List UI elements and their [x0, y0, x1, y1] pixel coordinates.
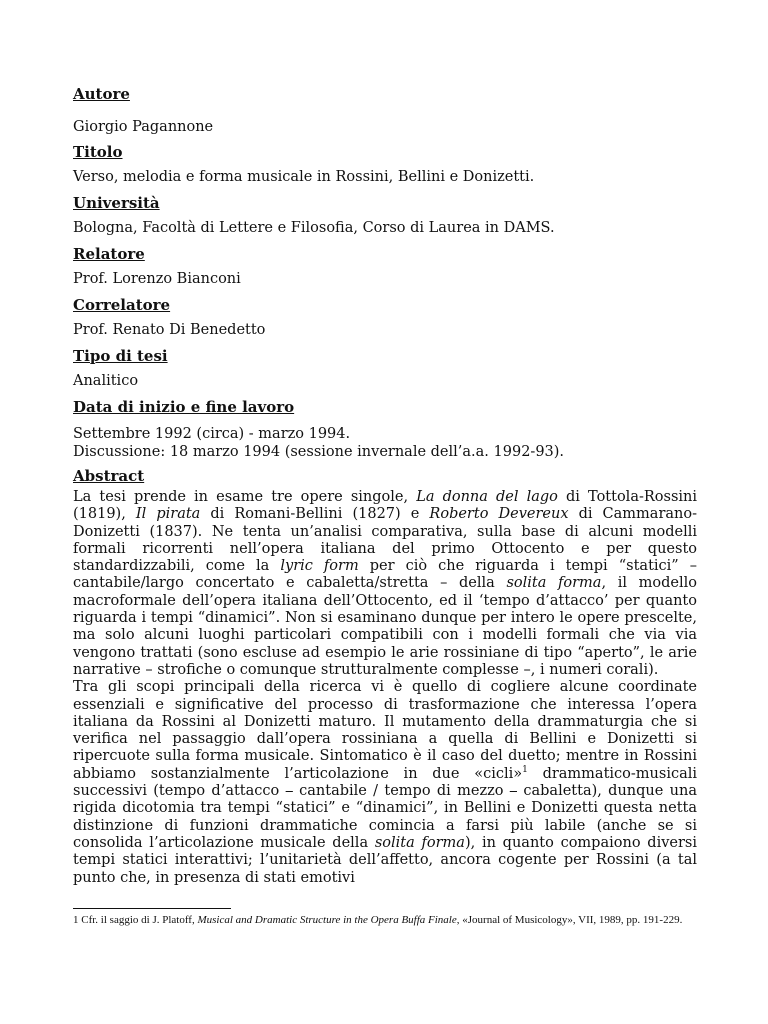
abstract-p1-text-g: di Cammarano-Donizetti (1837). Ne tenta un’analisi comparativa, sulla base di alcuni modelli formali ricorrenti nell’opera italiana del primo Ottocento e per questo standardizzabili, come la	[73, 506, 697, 575]
heading-autore: Autore	[73, 85, 130, 103]
abstract-p1-title-pirata: Il pirata	[135, 506, 201, 523]
footnote-text-a: 1 Cfr. il saggio di J. Platoff,	[73, 914, 198, 926]
abstract-p1-text-c: di Tottola-Rossini (1819),	[73, 489, 698, 523]
abstract-p2-text-d: ), in quanto compaiono diversi tempi statici interattivi; l’unitarietà dell’affetto, ancora cogente per Rossini (a tal punto che, in presenza di stati emotivi	[73, 834, 697, 886]
abstract-p1-text-a: La tesi prende in esame tre opere singole,	[73, 489, 417, 505]
footnote-divider	[73, 908, 231, 909]
abstract-p2-text-a: Tra gli scopi principali della ricerca vi è quello di cogliere alcune coordinate essenziali e significative del processo di trasformazione che interessa l’opera italiana da Rossini al Donizetti maturo. Il mutamento della drammaturgia che si verifica nel passaggio dall’opera rossiniana a quella di Bellini e Donizetti si ripercuote sulla forma musicale. Sintomatico è il caso del duetto; mentre in Rossini abbiamo sostanzialmente l’articolazione in due «cicli»	[73, 679, 697, 782]
value-correlatore: Prof. Renato Di Benedetto	[73, 322, 266, 338]
footnote	[73, 913, 697, 928]
heading-titolo: Titolo	[73, 143, 123, 161]
abstract-p1-text-i: per ciò che riguarda i tempi “statici” – cantabile/largo concertato e cabaletta/stretta – della	[73, 558, 697, 592]
heading-abstract: Abstract	[73, 467, 145, 485]
abstract-p1-title-donna-del-lago: La donna del lago	[416, 489, 558, 505]
footnote-text-c: , «Journal of Musicology», VII, 1989, pp. 191-229.	[456, 914, 683, 926]
value-autore: Giorgio Pagannone	[73, 119, 214, 135]
heading-correlatore: Correlatore	[73, 296, 171, 314]
abstract-p1-text-e: di Romani-Bellini (1827) e	[200, 506, 430, 523]
abstract-paragraph-1	[73, 489, 697, 679]
value-tipo-di-tesi: Analitico	[73, 373, 139, 389]
abstract-p2-text-b: drammatico-musicali successivi (tempo d’attacco ⎯ cantabile / tempo di mezzo ⎯ cabaletta), dunque una rigida dicotomia tra tempi “statici” e “dinamici”, in Bellini e Donizetti questa netta distinzione di funzioni drammatiche comincia a farsi più labile (anche se si consolida l’articolazione musicale della	[73, 765, 697, 851]
abstract-p1-term-solita-forma: solita forma	[506, 575, 602, 592]
value-universita: Bologna, Facoltà di Lettere e Filosofia, Corso di Laurea in DAMS.	[73, 220, 555, 236]
abstract-p1-term-lyric-form: lyric form	[280, 558, 359, 575]
heading-data-lavoro: Data di inizio e fine lavoro	[73, 398, 295, 416]
heading-tipo-di-tesi: Tipo di tesi	[73, 347, 168, 365]
abstract-p1-title-devereux: Roberto Devereux	[429, 506, 569, 523]
heading-universita: Università	[73, 194, 160, 212]
footnote-title: Musical and Dramatic Structure in the Opera Buffa Finale	[197, 914, 457, 926]
value-data-lavoro: Settembre 1992 (circa) - marzo 1994.	[73, 426, 351, 442]
value-relatore: Prof. Lorenzo Bianconi	[73, 271, 241, 287]
footnote-reference: 1	[522, 764, 528, 775]
abstract-p1-text-k: , il modello macroformale dell’opera italiana dell’Ottocento, ed il ‘tempo d’attacco’ per quanto riguarda i tempi “dinamici”. Non si esaminano dunque per intero le opere prescelte, ma solo alcuni luoghi particolari compatibili con i modelli formali che via via vengono trattati (sono escluse ad esempio le arie rossiniane di tipo “aperto”, le arie narrative – strofiche o comunque strutturalmente complesse –, i numeri corali).	[73, 575, 698, 678]
abstract-paragraph-2	[73, 679, 697, 887]
heading-relatore: Relatore	[73, 245, 145, 263]
value-titolo: Verso, melodia e forma musicale in Rossini, Bellini e Donizetti.	[73, 169, 535, 185]
abstract-p2-term-solita-forma: solita forma	[374, 834, 465, 851]
value-discussione: Discussione: 18 marzo 1994 (sessione invernale dell’a.a. 1992-93).	[73, 444, 565, 460]
document-body	[73, 84, 697, 887]
